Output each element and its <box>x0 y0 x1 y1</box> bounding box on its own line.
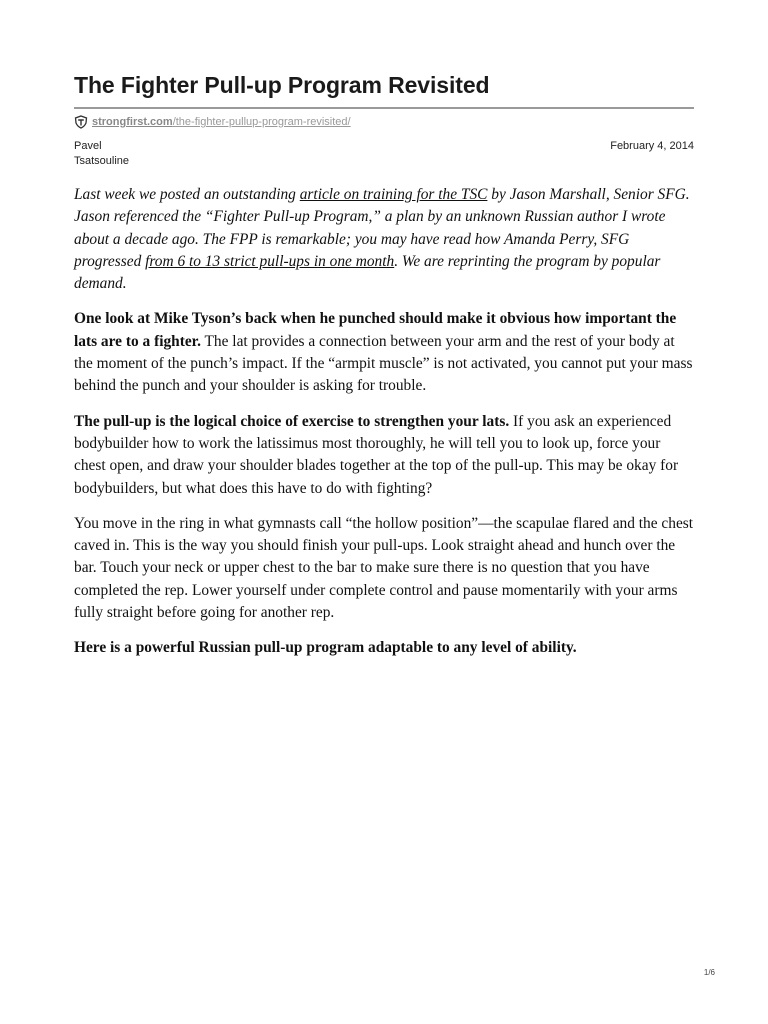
tyson-paragraph <box>74 308 694 397</box>
pullup-text: If you ask an experienced bodybuilder how to work the latissimus most thoroughly, he will tell you to look up, force your chest open, and draw your shoulder blades together at the top of the pull-up. This may be okay for bodybuilders, but what does this have to do with fighting? <box>74 412 679 497</box>
intro-text-1: Last week we posted an outstanding <box>74 186 300 203</box>
intro-text-3: . We are reprinting the program by popular demand. <box>74 252 661 293</box>
intro-paragraph <box>74 184 694 295</box>
intro-text-2: by Jason Marshall, Senior SFG. Jason referenced the “Fighter Pull-up Program,” a plan by an unknown Russian author I wrote about a decade ago. The FPP is remarkable; you may have read how Amanda Perry, SFG progressed <box>74 186 690 270</box>
article-title: The Fighter Pull-up Program Revisited <box>74 72 490 98</box>
tyson-text: The lat provides a connection between your arm and the rest of your body at the moment of the punch’s impact. If the “armpit muscle” is not activated, you cannot put your mass behind the punch and your shoulder is asking for trouble. <box>74 332 693 395</box>
article-body <box>74 184 694 673</box>
source-domain[interactable]: strongfirst.com <box>92 116 173 128</box>
tyson-lead: One look at Mike Tyson’s back when he punched should make it obvious how important the lats are to a fighter. <box>74 310 677 350</box>
author-first-name: Pavel <box>74 140 102 152</box>
publish-date: February 4, 2014 <box>610 140 694 152</box>
amanda-perry-link[interactable]: from 6 to 13 strict pull-ups in one month <box>145 252 395 270</box>
pullup-lead: The pull-up is the logical choice of exercise to strengthen your lats. <box>74 412 510 430</box>
program-intro-paragraph <box>74 637 694 659</box>
author-last-name: Tsatsouline <box>74 155 130 167</box>
pullup-paragraph <box>74 411 694 500</box>
hollow-position-paragraph: You move in the ring in what gymnasts call “the hollow position”—the scapulae flared and the chest caved in. This is the way you should finish your pull-ups. Look straight ahead and hunch over the bar. Touch your neck or upper chest to the bar to make sure there is no question that you have completed the rep. Lower yourself under complete control and pause momentarily with your arms fully straight before going for another rep. <box>74 514 694 622</box>
program-intro-bold: Here is a powerful Russian pull-up program adaptable to any level of ability. <box>74 639 577 657</box>
title-divider <box>74 107 694 109</box>
tsc-article-link[interactable]: article on training for the TSC <box>299 186 488 203</box>
strongfirst-shield-icon <box>74 115 88 129</box>
source-link[interactable] <box>74 114 351 130</box>
source-path[interactable]: /the-fighter-pullup-program-revisited/ <box>172 116 351 128</box>
page-number: 1/6 <box>703 968 715 977</box>
author-name <box>74 139 154 169</box>
